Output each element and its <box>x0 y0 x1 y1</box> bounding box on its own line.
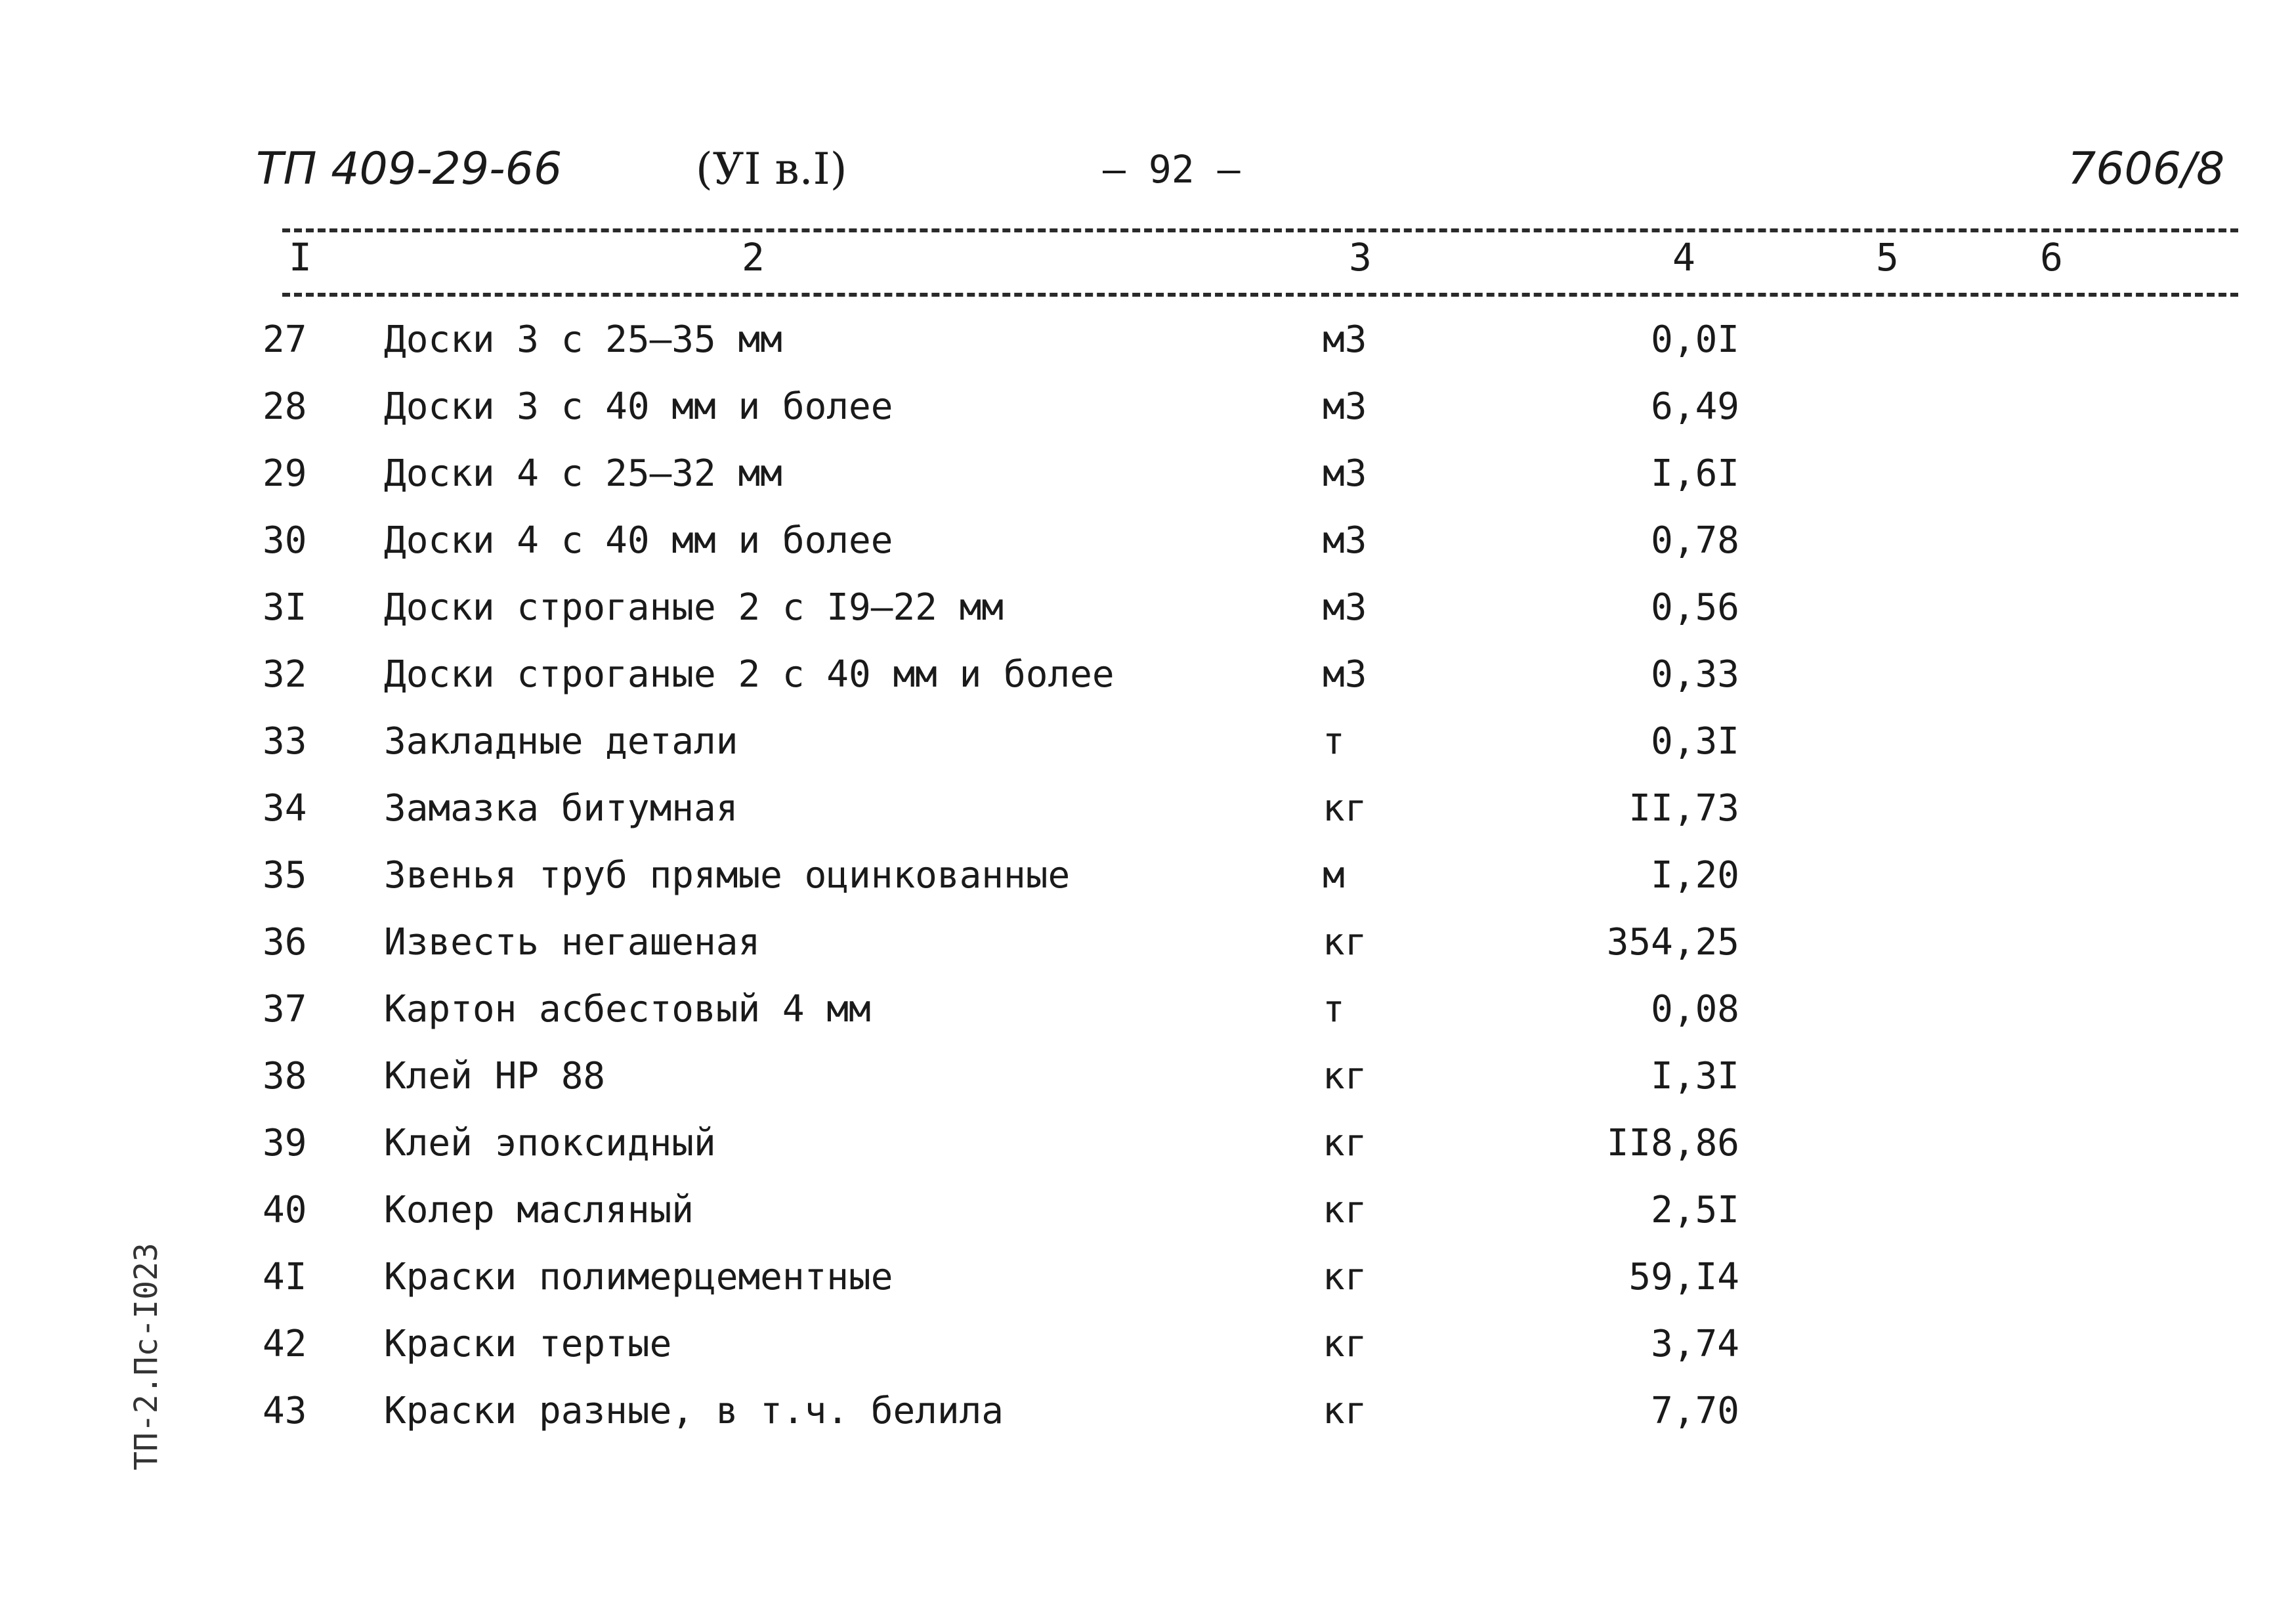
table-row <box>0 843 2294 908</box>
quantity: 354,25 <box>1606 921 1739 964</box>
row-number: 30 <box>263 519 307 562</box>
row-number: 33 <box>263 720 307 763</box>
row-number: 39 <box>263 1122 307 1165</box>
row-number: 37 <box>263 988 307 1031</box>
table-row <box>0 1178 2294 1243</box>
unit-of-measure: кг <box>1323 921 1367 964</box>
document-code: ТП 409-29-66 <box>256 143 563 195</box>
quantity: 7,70 <box>1651 1390 1739 1432</box>
column-number-6: 6 <box>2040 235 2063 280</box>
material-name: Картон асбестовый 4 мм <box>384 988 871 1031</box>
material-name: Известь негашеная <box>384 921 761 964</box>
material-name: Доски 4 с 40 мм и более <box>384 519 893 562</box>
row-number: 36 <box>263 921 307 964</box>
unit-of-measure: м3 <box>1323 318 1367 361</box>
unit-of-measure: кг <box>1323 1122 1367 1165</box>
material-name: Доски 3 с 25–35 мм <box>384 318 782 361</box>
quantity: 0,33 <box>1651 653 1739 696</box>
row-number: 3I <box>263 586 307 629</box>
row-number: 38 <box>263 1055 307 1098</box>
page-number: – 92 – <box>1103 147 1241 192</box>
unit-of-measure: м3 <box>1323 586 1367 629</box>
quantity: 59,I4 <box>1628 1256 1739 1298</box>
row-number: 4I <box>263 1256 307 1298</box>
material-name: Клей эпоксидный <box>384 1122 716 1165</box>
unit-of-measure: кг <box>1323 787 1367 830</box>
side-archive-stamp: ТП-2.Пс-I023 <box>128 1243 165 1470</box>
quantity: II,73 <box>1628 787 1739 830</box>
unit-of-measure: т <box>1323 720 1345 763</box>
unit-of-measure: м3 <box>1323 653 1367 696</box>
material-name: Замазка битумная <box>384 787 738 830</box>
unit-of-measure: м3 <box>1323 385 1367 428</box>
table-header-top-rule <box>282 228 2238 232</box>
table-row <box>0 374 2294 440</box>
quantity: 0,08 <box>1651 988 1739 1031</box>
column-number-4: 4 <box>1672 235 1695 280</box>
unit-of-measure: м3 <box>1323 519 1367 562</box>
quantity: I,20 <box>1651 854 1739 897</box>
quantity: 0,56 <box>1651 586 1739 629</box>
material-name: Доски 3 с 40 мм и более <box>384 385 893 428</box>
row-number: 42 <box>263 1323 307 1365</box>
table-row <box>0 1245 2294 1310</box>
table-row <box>0 1111 2294 1176</box>
quantity: I,6I <box>1651 452 1739 495</box>
material-name: Краски разные, в т.ч. белила <box>384 1390 1004 1432</box>
material-name: Доски строганые 2 с 40 мм и более <box>384 653 1115 696</box>
quantity: II8,86 <box>1606 1122 1739 1165</box>
material-name: Звенья труб прямые оцинкованные <box>384 854 1071 897</box>
row-number: 35 <box>263 854 307 897</box>
table-row <box>0 709 2294 775</box>
quantity: 0,3I <box>1651 720 1739 763</box>
table-row <box>0 1378 2294 1444</box>
table-row <box>0 1044 2294 1109</box>
sheet-number: 7606/8 <box>2068 143 2225 195</box>
quantity: 0,78 <box>1651 519 1739 562</box>
document-volume: (УI в.I) <box>696 144 847 194</box>
table-row <box>0 977 2294 1042</box>
table-row <box>0 307 2294 373</box>
material-name: Краски тертые <box>384 1323 672 1365</box>
table-row <box>0 642 2294 708</box>
material-name: Доски строганые 2 с I9–22 мм <box>384 586 1004 629</box>
material-name: Колер масляный <box>384 1189 694 1231</box>
unit-of-measure: кг <box>1323 1390 1367 1432</box>
unit-of-measure: кг <box>1323 1256 1367 1298</box>
row-number: 40 <box>263 1189 307 1231</box>
quantity: I,3I <box>1651 1055 1739 1098</box>
unit-of-measure: м3 <box>1323 452 1367 495</box>
row-number: 34 <box>263 787 307 830</box>
column-number-2: 2 <box>742 235 765 280</box>
table-row <box>0 508 2294 574</box>
material-name: Краски полимерцементные <box>384 1256 893 1298</box>
column-number-3: 3 <box>1349 235 1372 280</box>
row-number: 43 <box>263 1390 307 1432</box>
unit-of-measure: кг <box>1323 1189 1367 1231</box>
row-number: 32 <box>263 653 307 696</box>
row-number: 29 <box>263 452 307 495</box>
material-name: Закладные детали <box>384 720 738 763</box>
quantity: 2,5I <box>1651 1189 1739 1231</box>
unit-of-measure: м <box>1323 854 1345 897</box>
material-name: Клей НР 88 <box>384 1055 606 1098</box>
table-header-bottom-rule <box>282 293 2238 297</box>
table-row <box>0 776 2294 842</box>
table-row <box>0 910 2294 975</box>
row-number: 28 <box>263 385 307 428</box>
unit-of-measure: кг <box>1323 1055 1367 1098</box>
unit-of-measure: кг <box>1323 1323 1367 1365</box>
quantity: 6,49 <box>1651 385 1739 428</box>
column-number-5: 5 <box>1876 235 1899 280</box>
quantity: 3,74 <box>1651 1323 1739 1365</box>
unit-of-measure: т <box>1323 988 1345 1031</box>
table-row <box>0 441 2294 507</box>
quantity: 0,0I <box>1651 318 1739 361</box>
row-number: 27 <box>263 318 307 361</box>
table-row <box>0 1312 2294 1377</box>
column-number-1: I <box>289 235 312 280</box>
material-name: Доски 4 с 25–32 мм <box>384 452 782 495</box>
table-row <box>0 575 2294 641</box>
